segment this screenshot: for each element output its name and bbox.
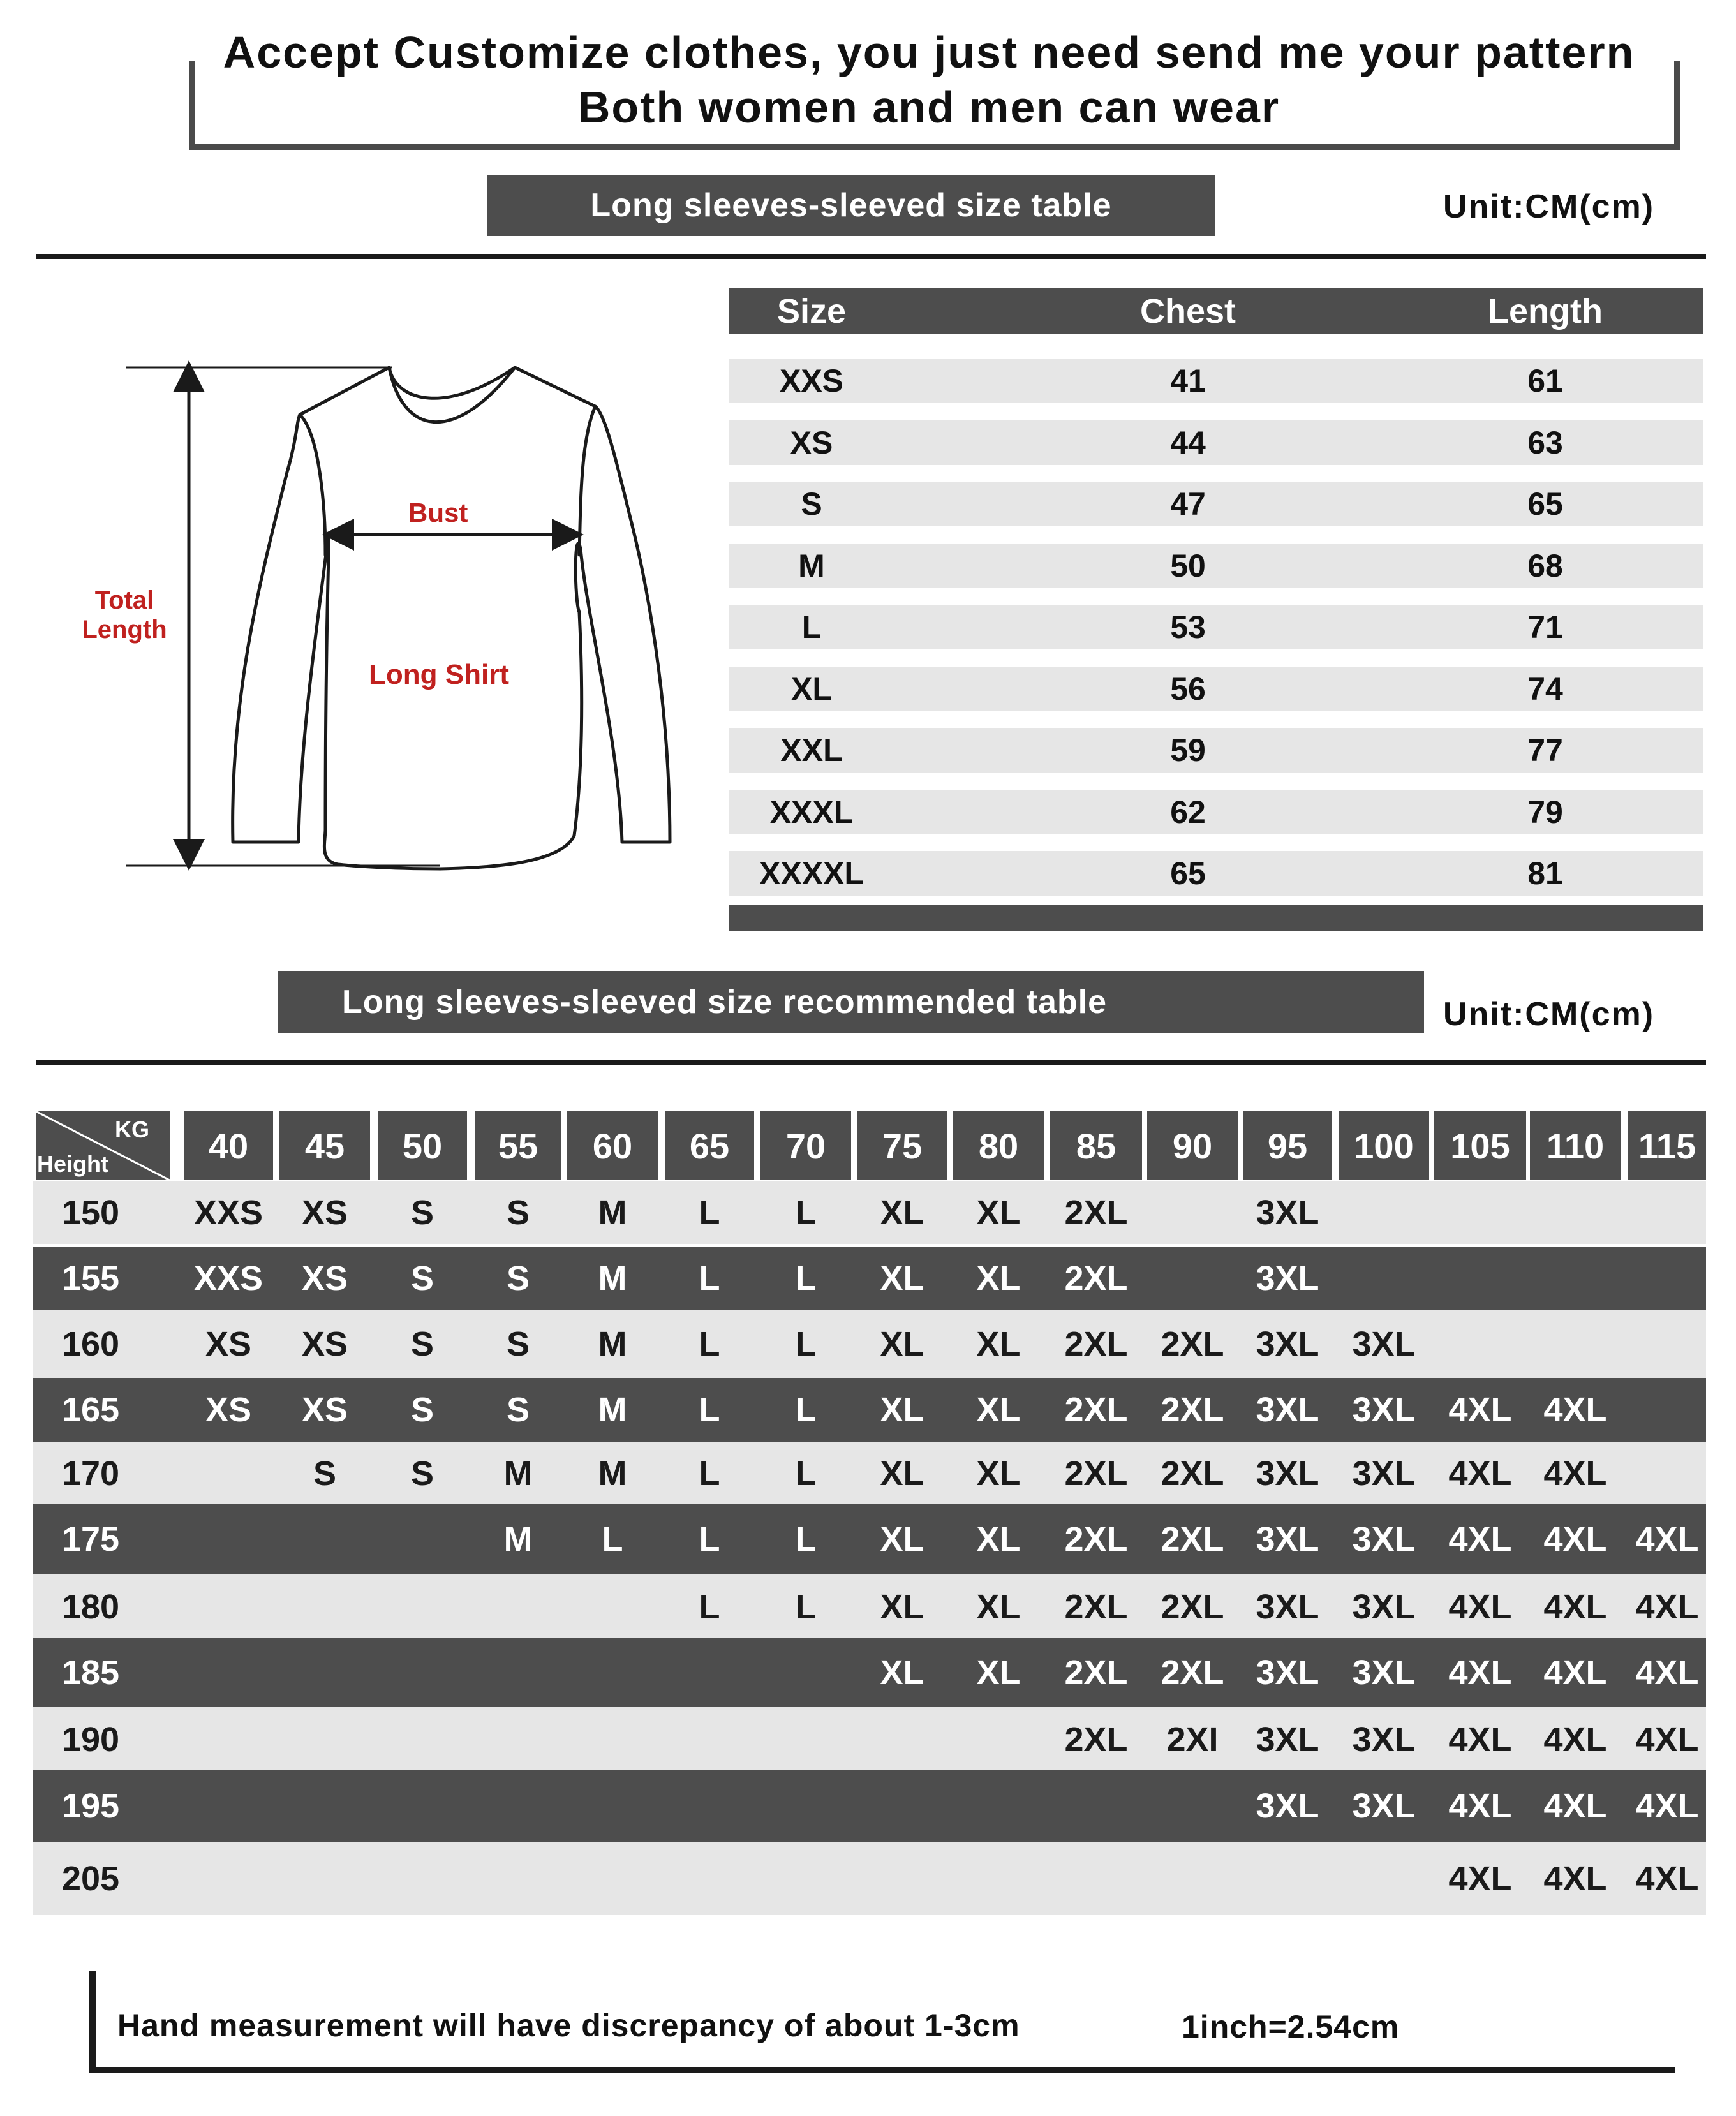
size-recommendation-cell [475, 1574, 561, 1639]
size-recommendation-cell: 3XL [1352, 1520, 1416, 1558]
recommend-row [33, 1442, 1706, 1506]
weight-header-cell: 50 [378, 1111, 467, 1180]
size-table-row [729, 482, 1703, 526]
size-cell: XXXL [769, 794, 854, 830]
height-cell: 160 [61, 1325, 120, 1363]
size-recommendation-cell: 4XL [1448, 1787, 1512, 1825]
size-recommendation-cell [279, 1574, 370, 1639]
size-recommendation-cell [475, 1707, 561, 1772]
size-recommendation-cell: L [795, 1259, 817, 1298]
shirt-label: Long Shirt [369, 659, 509, 690]
length-cell: 65 [1527, 486, 1563, 522]
size-recommendation-cell: 4XL [1448, 1391, 1512, 1429]
size-recommendation-cell: L [795, 1194, 817, 1232]
size-recommendation-cell [567, 1574, 658, 1639]
height-cell: 185 [61, 1654, 120, 1692]
weight-header-cell: 95 [1243, 1111, 1332, 1180]
size-recommendation-cell: XL [880, 1520, 924, 1558]
size-recommendation-cell: L [699, 1520, 720, 1558]
size-recommendation-cell: XL [880, 1654, 924, 1692]
length-cell: 77 [1527, 732, 1563, 768]
total-length-label [77, 586, 172, 644]
size-cell: XS [790, 424, 833, 461]
chest-cell: 50 [1170, 547, 1206, 584]
size-recommendation-cell [1530, 1181, 1621, 1244]
corner-height-label: Height [37, 1151, 108, 1177]
size-recommendation-cell: 3XL [1256, 1654, 1319, 1692]
recommend-row [33, 1181, 1706, 1244]
height-cell: 165 [61, 1391, 120, 1429]
size-recommendation-cell [760, 1707, 851, 1772]
size-recommendation-cell [953, 1770, 1044, 1842]
weight-header-cell: 90 [1147, 1111, 1238, 1180]
chest-cell: 56 [1170, 670, 1206, 707]
size-recommendation-cell [760, 1638, 851, 1707]
size-table-row [729, 605, 1703, 649]
size-recommendation-cell [1243, 1842, 1332, 1915]
size-recommendation-cell: M [598, 1391, 627, 1429]
size-recommendation-cell: S [506, 1194, 530, 1232]
size-recommendation-cell [1434, 1247, 1526, 1310]
size-recommendation-cell [184, 1638, 273, 1707]
header-line-1: Accept Customize clothes, you just need send me your pattern [223, 27, 1635, 77]
size-recommendation-cell: 3XL [1256, 1194, 1319, 1232]
size-recommendation-cell: L [795, 1454, 817, 1493]
size-recommendation-cell: XL [976, 1588, 1021, 1626]
size-recommendation-cell [475, 1638, 561, 1707]
weight-header-cell: 60 [567, 1111, 658, 1180]
size-recommendation-cell: 2XL [1064, 1391, 1128, 1429]
size-recommendation-cell: 3XL [1352, 1654, 1416, 1692]
size-recommendation-cell: 4XL [1543, 1391, 1607, 1429]
recommend-row [33, 1770, 1706, 1842]
size-cell: S [801, 486, 822, 522]
size-recommendation-cell: XL [976, 1259, 1021, 1298]
weight-header-cell: 85 [1050, 1111, 1142, 1180]
weight-header-cell: 45 [279, 1111, 370, 1180]
size-recommendation-cell: 4XL [1448, 1720, 1512, 1759]
size-recommendation-cell: 4XL [1543, 1454, 1607, 1493]
size-recommendation-cell [1628, 1378, 1706, 1442]
col-chest-header: Chest [1139, 292, 1236, 330]
section-divider-1 [36, 254, 1706, 259]
size-recommendation-cell [857, 1770, 947, 1842]
weight-header-cell: 115 [1628, 1111, 1706, 1180]
size-recommendation-cell [475, 1770, 561, 1842]
weight-header-cell: 80 [953, 1111, 1044, 1180]
height-cell: 190 [61, 1720, 120, 1759]
size-recommendation-cell: 2XI [1166, 1720, 1219, 1759]
size-recommendation-cell: XS [301, 1325, 348, 1363]
size-recommendation-cell [665, 1638, 754, 1707]
size-recommendation-cell: S [506, 1325, 530, 1363]
size-table-footer-bar [729, 905, 1703, 931]
size-recommendation-cell [1628, 1181, 1706, 1244]
recommend-row [33, 1310, 1706, 1378]
size-table-title: Long sleeves-sleeved size table [590, 187, 1112, 224]
length-cell: 61 [1527, 363, 1563, 399]
size-table [729, 288, 1703, 931]
size-recommendation-cell [665, 1842, 754, 1915]
size-recommendation-cell: XL [880, 1259, 924, 1298]
size-recommendation-cell [1628, 1310, 1706, 1378]
height-cell: 205 [61, 1860, 120, 1898]
size-recommendation-cell: 3XL [1256, 1454, 1319, 1493]
size-recommendation-cell [378, 1770, 467, 1842]
size-recommendation-cell: 2XL [1064, 1588, 1128, 1626]
size-recommendation-cell [760, 1842, 851, 1915]
size-recommendation-cell [1050, 1842, 1142, 1915]
size-recommendation-cell: S [410, 1259, 434, 1298]
chest-cell: 44 [1170, 424, 1206, 461]
size-recommendation-cell: XL [880, 1391, 924, 1429]
size-recommendation-cell: M [598, 1194, 627, 1232]
size-recommendation-cell: XS [205, 1391, 252, 1429]
size-recommendation-cell: 3XL [1256, 1325, 1319, 1363]
weight-header-cell: 65 [665, 1111, 754, 1180]
size-recommendation-cell: 2XL [1161, 1391, 1224, 1429]
size-recommendation-cell [378, 1574, 467, 1639]
height-cell: 180 [61, 1588, 120, 1626]
weight-header-cell: 100 [1339, 1111, 1429, 1180]
size-table-row [729, 359, 1703, 403]
size-recommendation-cell [279, 1638, 370, 1707]
size-recommendation-cell: 2XL [1161, 1520, 1224, 1558]
size-cell: XL [791, 670, 832, 707]
size-recommendation-cell: 4XL [1635, 1588, 1699, 1626]
size-recommendation-cell: S [410, 1454, 434, 1493]
size-recommendation-cell: 2XL [1064, 1654, 1128, 1692]
size-recommendation-cell: 4XL [1448, 1860, 1512, 1898]
size-recommendation-cell: L [795, 1391, 817, 1429]
size-recommendation-cell: 4XL [1448, 1654, 1512, 1692]
size-table-row [729, 544, 1703, 588]
size-recommendation-cell: L [795, 1588, 817, 1626]
size-recommendation-cell [1147, 1247, 1238, 1310]
size-recommendation-cell [279, 1842, 370, 1915]
size-cell: M [798, 547, 825, 584]
bust-label: Bust [408, 498, 468, 528]
size-recommendation-cell: 3XL [1352, 1588, 1416, 1626]
size-recommendation-cell: S [506, 1391, 530, 1429]
size-recommendation-cell [279, 1707, 370, 1772]
size-recommendation-cell: 2XL [1161, 1454, 1224, 1493]
size-recommendation-cell: 3XL [1256, 1391, 1319, 1429]
length-cell: 63 [1527, 424, 1563, 461]
size-recommendation-cell: 4XL [1448, 1454, 1512, 1493]
size-recommendation-cell: XXS [193, 1194, 263, 1232]
size-recommendation-cell [1147, 1842, 1238, 1915]
recommend-title: Long sleeves-sleeved size recommended table [342, 984, 1108, 1021]
size-recommendation-cell: XS [205, 1325, 252, 1363]
size-recommendation-cell: L [795, 1325, 817, 1363]
corner-kg-label: KG [115, 1116, 149, 1143]
size-recommendation-cell: 3XL [1352, 1454, 1416, 1493]
size-recommendation-cell: XL [976, 1325, 1021, 1363]
size-recommendation-cell [567, 1842, 658, 1915]
length-cell: 68 [1527, 547, 1563, 584]
size-recommendation-cell [1147, 1181, 1238, 1244]
size-recommendation-cell: L [699, 1391, 720, 1429]
recommend-unit: Unit:CM(cm) [1443, 996, 1655, 1033]
size-recommendation-cell: XL [880, 1588, 924, 1626]
size-recommendation-cell: 3XL [1352, 1720, 1416, 1759]
size-recommendation-cell: 2XL [1064, 1194, 1128, 1232]
size-recommendation-cell: L [699, 1454, 720, 1493]
size-recommendation-cell: 3XL [1256, 1259, 1319, 1298]
size-recommendation-cell: 2XL [1064, 1720, 1128, 1759]
size-recommendation-cell: XS [301, 1259, 348, 1298]
size-recommendation-cell [1434, 1181, 1526, 1244]
size-recommendation-cell: 2XL [1161, 1654, 1224, 1692]
size-recommendation-cell: M [503, 1454, 533, 1493]
size-recommendation-cell: S [313, 1454, 337, 1493]
size-recommendation-cell: XL [976, 1520, 1021, 1558]
size-recommendation-cell [184, 1504, 273, 1574]
size-recommendation-cell: 4XL [1635, 1860, 1699, 1898]
size-recommendation-cell: XL [976, 1391, 1021, 1429]
size-recommendation-cell: 2XL [1064, 1454, 1128, 1493]
size-recommendation-cell: 2XL [1064, 1325, 1128, 1363]
size-recommendation-cell: 4XL [1635, 1654, 1699, 1692]
chest-cell: 59 [1170, 732, 1206, 768]
col-length-header: Length [1488, 292, 1603, 330]
size-recommendation-cell: 3XL [1352, 1787, 1416, 1825]
size-recommendation-cell: 4XL [1543, 1654, 1607, 1692]
size-recommendation-cell [953, 1842, 1044, 1915]
weight-header-cell: 110 [1530, 1111, 1621, 1180]
size-recommendation-cell: 4XL [1448, 1520, 1512, 1558]
recommend-row [33, 1638, 1706, 1707]
size-recommendation-cell [1339, 1181, 1429, 1244]
size-recommendation-cell: XS [301, 1391, 348, 1429]
size-recommendation-cell: 3XL [1256, 1787, 1319, 1825]
size-recommendation-cell [279, 1504, 370, 1574]
size-cell: XXS [779, 363, 844, 399]
height-cell: 175 [61, 1520, 120, 1558]
size-recommendation-cell: 4XL [1635, 1720, 1699, 1759]
size-recommendation-cell: 4XL [1543, 1588, 1607, 1626]
size-table-row [729, 420, 1703, 465]
size-recommendation-cell [1628, 1442, 1706, 1506]
size-recommendation-cell [953, 1707, 1044, 1772]
size-recommendation-cell: M [503, 1520, 533, 1558]
weight-header-cell: 40 [184, 1111, 273, 1180]
size-recommendation-cell: XXS [193, 1259, 263, 1298]
size-recommendation-cell: S [410, 1391, 434, 1429]
size-recommendation-cell [857, 1842, 947, 1915]
length-cell: 71 [1527, 609, 1563, 645]
height-cell: 150 [61, 1194, 120, 1232]
size-recommendation-cell: 4XL [1635, 1520, 1699, 1558]
recommend-row [33, 1504, 1706, 1574]
size-recommendation-cell: 3XL [1256, 1588, 1319, 1626]
size-recommendation-cell: XS [301, 1194, 348, 1232]
size-recommendation-cell [567, 1707, 658, 1772]
recommend-title-bar [278, 971, 1424, 1033]
weight-header-cell: 75 [857, 1111, 947, 1180]
size-recommendation-cell: XL [976, 1654, 1021, 1692]
size-recommendation-cell [857, 1707, 947, 1772]
size-recommendation-cell: M [598, 1325, 627, 1363]
size-recommendation-cell: 4XL [1635, 1787, 1699, 1825]
recommend-row [33, 1707, 1706, 1772]
size-table-unit: Unit:CM(cm) [1443, 188, 1655, 225]
size-recommendation-cell: 4XL [1543, 1860, 1607, 1898]
size-recommendation-cell [475, 1842, 561, 1915]
weight-header-cell: 105 [1434, 1111, 1526, 1180]
size-recommendation-cell [184, 1574, 273, 1639]
size-cell: XXL [780, 732, 843, 768]
size-table-row [729, 667, 1703, 711]
size-recommendation-cell [665, 1770, 754, 1842]
size-recommendation-cell: 3XL [1352, 1391, 1416, 1429]
size-recommendation-cell: L [699, 1259, 720, 1298]
height-cell: 195 [61, 1787, 120, 1825]
length-cell: 74 [1527, 670, 1563, 707]
recommend-row [33, 1574, 1706, 1639]
size-recommendation-cell [665, 1707, 754, 1772]
chest-cell: 62 [1170, 794, 1206, 830]
height-cell: 170 [61, 1454, 120, 1493]
size-recommendation-cell: 2XL [1161, 1325, 1224, 1363]
size-recommendation-cell [1434, 1310, 1526, 1378]
size-recommendation-cell: S [506, 1259, 530, 1298]
size-recommendation-cell [1530, 1247, 1621, 1310]
size-recommendation-cell [567, 1638, 658, 1707]
size-recommendation-cell [1530, 1310, 1621, 1378]
col-size-header: Size [776, 292, 847, 330]
size-table-header [729, 288, 1703, 334]
size-table-row [729, 728, 1703, 773]
size-recommendation-cell: S [410, 1194, 434, 1232]
shirt-outline [233, 367, 670, 869]
chest-cell: 47 [1170, 486, 1206, 522]
size-recommendation-cell: 4XL [1543, 1520, 1607, 1558]
footer-conversion: 1inch=2.54cm [1182, 2009, 1400, 2045]
header-line-2: Both women and men can wear [577, 82, 1280, 132]
size-table-row [729, 851, 1703, 896]
size-cell: XXXXL [759, 855, 864, 891]
size-recommendation-cell: L [795, 1520, 817, 1558]
chest-cell: 41 [1170, 363, 1206, 399]
size-recommendation-cell: 4XL [1543, 1720, 1607, 1759]
size-recommendation-cell [378, 1504, 467, 1574]
size-recommendation-cell: L [699, 1194, 720, 1232]
size-recommendation-cell: XL [976, 1454, 1021, 1493]
size-recommendation-cell [1339, 1842, 1429, 1915]
size-recommendation-cell [378, 1842, 467, 1915]
size-recommendation-cell: S [410, 1325, 434, 1363]
size-recommendation-cell [567, 1770, 658, 1842]
recommend-row [33, 1842, 1706, 1915]
size-recommendation-cell: L [602, 1520, 623, 1558]
chest-cell: 53 [1170, 609, 1206, 645]
height-cell: 155 [61, 1259, 120, 1298]
weight-header-cell: 55 [475, 1111, 561, 1180]
length-cell: 81 [1527, 855, 1563, 891]
size-recommendation-cell: XL [880, 1325, 924, 1363]
size-table-title-bar [487, 175, 1215, 236]
total-length-label-line-1: Total [94, 586, 154, 614]
size-recommendation-cell [184, 1842, 273, 1915]
size-recommendation-cell [378, 1638, 467, 1707]
size-recommendation-cell: M [598, 1454, 627, 1493]
size-recommendation-cell: L [699, 1588, 720, 1626]
size-recommendation-cell [184, 1770, 273, 1842]
size-recommendation-cell: 4XL [1448, 1588, 1512, 1626]
size-recommendation-cell: 4XL [1543, 1787, 1607, 1825]
total-length-label-line-2: Length [82, 616, 167, 644]
size-recommendation-cell: XL [880, 1194, 924, 1232]
size-recommendation-cell [1050, 1770, 1142, 1842]
size-recommendation-cell: 3XL [1256, 1520, 1319, 1558]
size-table-row [729, 790, 1703, 834]
size-recommendation-cell [184, 1442, 273, 1506]
section-divider-2 [36, 1060, 1706, 1065]
size-recommendation-cell [378, 1707, 467, 1772]
size-recommendation-cell: 3XL [1352, 1325, 1416, 1363]
size-recommendation-cell [1147, 1770, 1238, 1842]
size-recommendation-cell: XL [976, 1194, 1021, 1232]
size-recommendation-cell [279, 1770, 370, 1842]
size-recommendation-cell: XL [880, 1454, 924, 1493]
size-recommendation-cell: 2XL [1064, 1520, 1128, 1558]
size-recommendation-cell [184, 1707, 273, 1772]
size-recommendation-cell [1339, 1247, 1429, 1310]
size-recommendation-cell [760, 1770, 851, 1842]
footer-note: Hand measurement will have discrepancy of about 1-3cm [117, 2008, 1020, 2043]
size-recommendation-cell: 2XL [1161, 1588, 1224, 1626]
length-cell: 79 [1527, 794, 1563, 830]
chest-cell: 65 [1170, 855, 1206, 891]
size-recommendation-cell: 2XL [1064, 1259, 1128, 1298]
size-recommendation-cell: L [699, 1325, 720, 1363]
weight-header-cell: 70 [760, 1111, 851, 1180]
size-recommendation-cell: M [598, 1259, 627, 1298]
recommend-row [33, 1247, 1706, 1310]
size-recommendation-cell [1628, 1247, 1706, 1310]
size-recommendation-cell: 3XL [1256, 1720, 1319, 1759]
recommend-row [33, 1378, 1706, 1442]
size-cell: L [801, 609, 822, 645]
